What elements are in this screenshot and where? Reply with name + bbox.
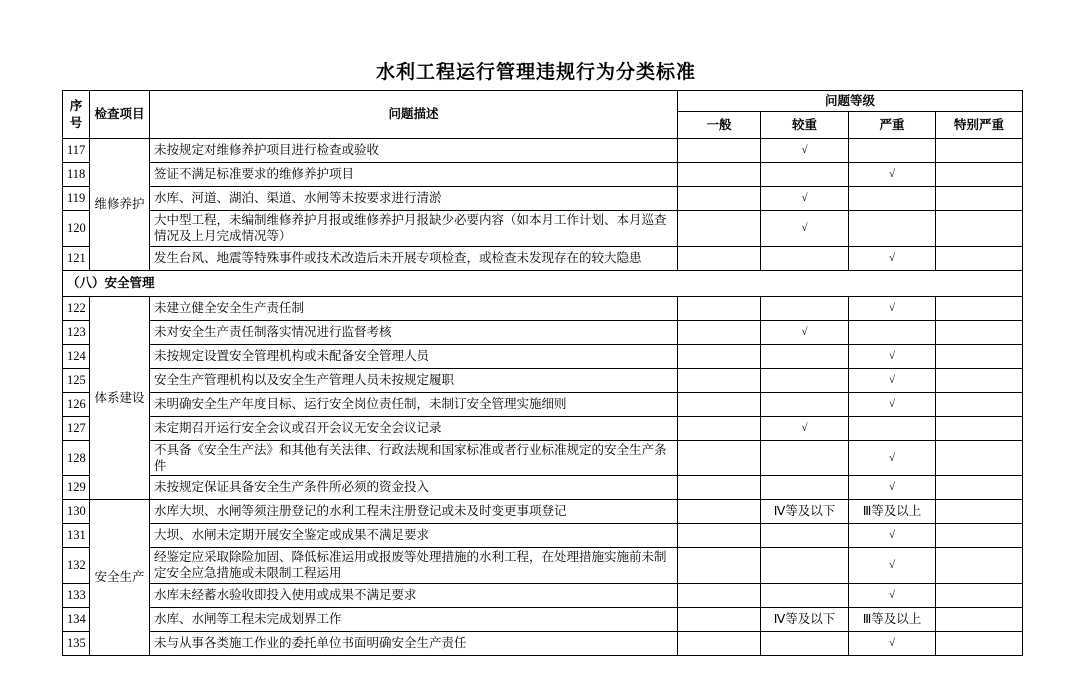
table-header [63,91,1023,139]
table-row [63,548,1023,584]
table-row [63,187,1023,211]
level-cell-severe: √ [849,296,936,320]
level-cell-extreme [936,392,1023,416]
table-body [63,139,1023,656]
level-cell-extreme [936,607,1023,631]
level-cell-severe: √ [849,392,936,416]
level-cell-general [678,344,761,368]
table-row [63,368,1023,392]
level-cell-severe [849,211,936,247]
level-cell-moderate [761,163,849,187]
level-cell-extreme [936,416,1023,440]
row-description: 发生台风、地震等特殊事件或技术改造后未开展专项检查，或检查未发现存在的较大隐患 [150,246,678,270]
row-description: 未与从事各类施工作业的委托单位书面明确安全生产责任 [150,631,678,655]
level-cell-severe: √ [849,368,936,392]
row-description: 水库、水闸等工程未完成划界工作 [150,607,678,631]
column-header-level-group: 问题等级 [678,91,1023,112]
row-index: 126 [63,392,90,416]
level-cell-moderate [761,296,849,320]
category-cell: 安全生产 [90,500,150,656]
level-cell-moderate: Ⅳ等及以下 [761,607,849,631]
row-index: 118 [63,163,90,187]
section-row [63,270,1023,296]
column-header-level-severe: 严重 [849,112,936,139]
column-header-level-extreme: 特别严重 [936,112,1023,139]
column-header-level-moderate: 较重 [761,112,849,139]
level-cell-extreme [936,500,1023,524]
table-row [63,320,1023,344]
table-row [63,416,1023,440]
column-header-index: 序号 [63,91,90,139]
row-index: 132 [63,548,90,584]
level-cell-extreme [936,631,1023,655]
table-row [63,476,1023,500]
row-description: 水库未经蓄水验收即投入使用或成果不满足要求 [150,583,678,607]
row-description: 大中型工程，未编制维修养护月报或维修养护月报缺少必要内容（如本月工作计划、本月巡查情况及上月完成情况等） [150,211,678,247]
row-index: 123 [63,320,90,344]
level-cell-severe: √ [849,440,936,476]
table-row [63,246,1023,270]
level-cell-extreme [936,163,1023,187]
row-index: 130 [63,500,90,524]
level-cell-general [678,583,761,607]
table-row [63,500,1023,524]
level-cell-severe: √ [849,524,936,548]
level-cell-moderate [761,548,849,584]
table-row [63,163,1023,187]
column-header-description: 问题描述 [150,91,678,139]
row-index: 119 [63,187,90,211]
row-index: 121 [63,246,90,270]
row-description: 未明确安全生产年度目标、运行安全岗位责任制，未制订安全管理实施细则 [150,392,678,416]
section-label: （八）安全管理 [63,270,1023,296]
level-cell-general [678,296,761,320]
level-cell-moderate [761,368,849,392]
level-cell-general [678,163,761,187]
level-cell-severe [849,187,936,211]
level-cell-general [678,320,761,344]
level-cell-extreme [936,344,1023,368]
category-cell: 维修养护 [90,139,150,271]
level-cell-extreme [936,211,1023,247]
column-header-level-general: 一般 [678,112,761,139]
level-cell-moderate: √ [761,320,849,344]
level-cell-moderate: √ [761,211,849,247]
level-cell-moderate [761,583,849,607]
row-description: 签证不满足标准要求的维修养护项目 [150,163,678,187]
table-row [63,296,1023,320]
level-cell-extreme [936,583,1023,607]
row-description: 未按规定保证具备安全生产条件所必须的资金投入 [150,476,678,500]
level-cell-severe: Ⅲ等及以上 [849,500,936,524]
level-cell-general [678,416,761,440]
level-cell-severe [849,416,936,440]
level-cell-general [678,139,761,163]
level-cell-moderate [761,392,849,416]
row-description: 经鉴定应采取除险加固、降低标准运用或报废等处理措施的水利工程，在处理措施实施前未制定安全应急措施或未限制工程运用 [150,548,678,584]
level-cell-general [678,392,761,416]
row-description: 大坝、水闸未定期开展安全鉴定或成果不满足要求 [150,524,678,548]
level-cell-general [678,631,761,655]
level-cell-general [678,368,761,392]
row-description: 未按规定设置安全管理机构或未配备安全管理人员 [150,344,678,368]
violation-classification-table [62,90,1023,656]
level-cell-severe: √ [849,631,936,655]
table-row [63,392,1023,416]
level-cell-moderate: √ [761,187,849,211]
row-index: 133 [63,583,90,607]
row-description: 未对安全生产责任制落实情况进行监督考核 [150,320,678,344]
table-row [63,344,1023,368]
row-index: 131 [63,524,90,548]
level-cell-general [678,476,761,500]
level-cell-moderate [761,631,849,655]
table-row [63,631,1023,655]
level-cell-extreme [936,548,1023,584]
page-title: 水利工程运行管理违规行为分类标准 [375,62,696,83]
row-description: 水库、河道、湖泊、渠道、水闸等未按要求进行清淤 [150,187,678,211]
table-row [63,607,1023,631]
level-cell-general [678,607,761,631]
row-index: 135 [63,631,90,655]
level-cell-extreme [936,524,1023,548]
row-description: 水库大坝、水闸等须注册登记的水利工程未注册登记或未及时变更事项登记 [150,500,678,524]
row-index: 124 [63,344,90,368]
row-description: 安全生产管理机构以及安全生产管理人员未按规定履职 [150,368,678,392]
level-cell-moderate [761,524,849,548]
table-row [63,440,1023,476]
table-row [63,139,1023,163]
row-index: 129 [63,476,90,500]
row-index: 125 [63,368,90,392]
row-index: 128 [63,440,90,476]
row-description: 未建立健全安全生产责任制 [150,296,678,320]
level-cell-extreme [936,246,1023,270]
level-cell-severe: √ [849,246,936,270]
category-cell: 体系建设 [90,296,150,500]
level-cell-severe: √ [849,344,936,368]
level-cell-general [678,500,761,524]
level-cell-general [678,246,761,270]
level-cell-extreme [936,139,1023,163]
level-cell-general [678,524,761,548]
row-index: 127 [63,416,90,440]
level-cell-moderate [761,440,849,476]
level-cell-severe [849,139,936,163]
row-index: 122 [63,296,90,320]
level-cell-extreme [936,476,1023,500]
table-row [63,524,1023,548]
header-row-1 [63,91,1023,112]
row-index: 117 [63,139,90,163]
table-row [63,583,1023,607]
column-header-category: 检查项目 [90,91,150,139]
level-cell-moderate [761,344,849,368]
level-cell-severe: √ [849,163,936,187]
level-cell-severe: √ [849,548,936,584]
level-cell-severe [849,320,936,344]
row-index: 120 [63,211,90,247]
level-cell-general [678,548,761,584]
level-cell-moderate: √ [761,416,849,440]
level-cell-moderate [761,476,849,500]
level-cell-moderate [761,246,849,270]
table-row [63,211,1023,247]
level-cell-general [678,440,761,476]
level-cell-general [678,187,761,211]
level-cell-extreme [936,368,1023,392]
row-description: 不具备《安全生产法》和其他有关法律、行政法规和国家标准或者行业标准规定的安全生产条件 [150,440,678,476]
level-cell-severe: √ [849,476,936,500]
level-cell-general [678,211,761,247]
level-cell-extreme [936,320,1023,344]
row-index: 134 [63,607,90,631]
level-cell-severe: √ [849,583,936,607]
row-description: 未按规定对维修养护项目进行检查或验收 [150,139,678,163]
row-description: 未定期召开运行安全会议或召开会议无安全会议记录 [150,416,678,440]
level-cell-severe: Ⅲ等及以上 [849,607,936,631]
level-cell-extreme [936,296,1023,320]
level-cell-extreme [936,187,1023,211]
level-cell-extreme [936,440,1023,476]
level-cell-moderate: √ [761,139,849,163]
level-cell-moderate: Ⅳ等及以下 [761,500,849,524]
